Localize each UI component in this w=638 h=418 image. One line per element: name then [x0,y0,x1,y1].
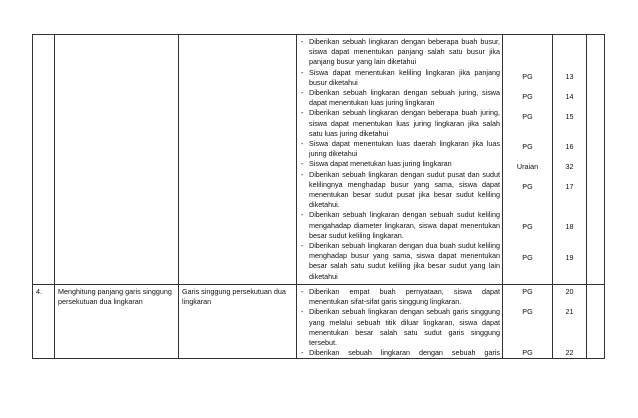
item-number-cell [553,285,587,359]
item-number: 13 [565,72,574,81]
row-number: 4. [36,287,42,296]
item-number: 15 [565,112,574,121]
item-number: 19 [565,253,574,262]
item-number: 32 [565,162,574,171]
item-number: 18 [565,222,574,231]
table-row-continued [33,35,605,285]
list-item: - Diberikan sebuah lingkaran dengan sebuah garis [301,348,500,358]
list-item: - Siswa dapat menentukan keliling lingkaran jika panjang busur diketahui [301,67,500,87]
form-label: PG [522,222,533,231]
list-item: - Diberikan sebuah lingkaran dengan beberapa buah juring, siswa dapat menentukan luas juring lingkaran jika salah satu luas juring diketahui [301,108,500,138]
list-item: - Diberikan sebuah lingkaran dengan sebuah sudut keliling mengahadap diameter lingkaran, siswa dapat menentukan besar sudut keliling lingkaran. [301,210,500,240]
item-number: 16 [565,142,574,151]
list-item: - Diberikan sebuah lingkaran dengan dua buah sudut keliling menghadap busur yang sama, siswa dapat menentukan besar salah satu sudut keliling jika besar sudut yang lain diketahui [301,241,500,281]
indicator-list [297,285,502,358]
material-cell [179,285,297,359]
form-label: PG [522,287,533,296]
form-label: PG [522,142,533,151]
form-label: PG [522,348,533,357]
competency-text: Menghitung panjang garis singgung persekutuan dua lingkaran [58,287,172,307]
item-number: 21 [565,307,574,316]
form-label: PG [522,72,533,81]
table-row-4 [33,285,605,359]
indicator-list [297,35,502,282]
material-cell [179,35,297,285]
number-cell [33,35,55,285]
form-label: Uraian [516,162,539,171]
item-number: 20 [565,287,574,296]
form-cell [503,285,553,359]
number-cell [33,285,55,359]
form-label: PG [522,92,533,101]
item-number: 17 [565,182,574,191]
form-label: PG [522,112,533,121]
form-label: PG [522,182,533,191]
empty-cell [587,35,605,285]
indicator-cell [297,285,503,359]
list-item: - Diberikan sebuah lingkaran dengan beberapa buah busur, siswa dapat menentukan panjang salah satu busur jika panjang busur yang lain diketahui [301,37,500,67]
list-item: - Siswa dapat menentukan luas daerah lingkaran jika luas juring diketahui [301,139,500,159]
list-item: - Diberikan sebuah lingkaran dengan sebuah garis singgung yang melalui sebuah titik diluar lingkaran, siswa dapat menentukan besar salah satu sudut garis singgung tersebut. [301,307,500,348]
competency-cell [55,285,179,359]
item-number: 14 [565,92,574,101]
form-label: PG [522,307,533,316]
list-item: - Diberikan empat buah pernyataan, siswa dapat menentukan sifat-sifat garis singgung lingkaran. [301,287,500,307]
list-item: - Siswa dapat menetukan luas juring lingkaran [301,159,452,169]
list-item: - Diberikan sebuah lingkaran dengan sebuah juring, siswa dapat menentukan luas juring lingkaran [301,88,500,108]
grid-table [32,34,605,359]
item-number: 22 [565,348,574,357]
empty-cell [587,285,605,359]
form-label: PG [522,253,533,262]
indicator-cell [297,35,503,285]
competency-cell [55,35,179,285]
form-cell [503,35,553,285]
list-item: - Diberikan sebuah lingkaran dengan sudut pusat dan sudut kelilingnya menghadap busur yang sama, siswa dapat menentukan besar sudut pusat jika besar sudut keliling diketahui. [301,169,500,210]
material-text: Garis singgung persekutuan dua lingkaran [182,287,286,307]
item-number-cell [553,35,587,285]
